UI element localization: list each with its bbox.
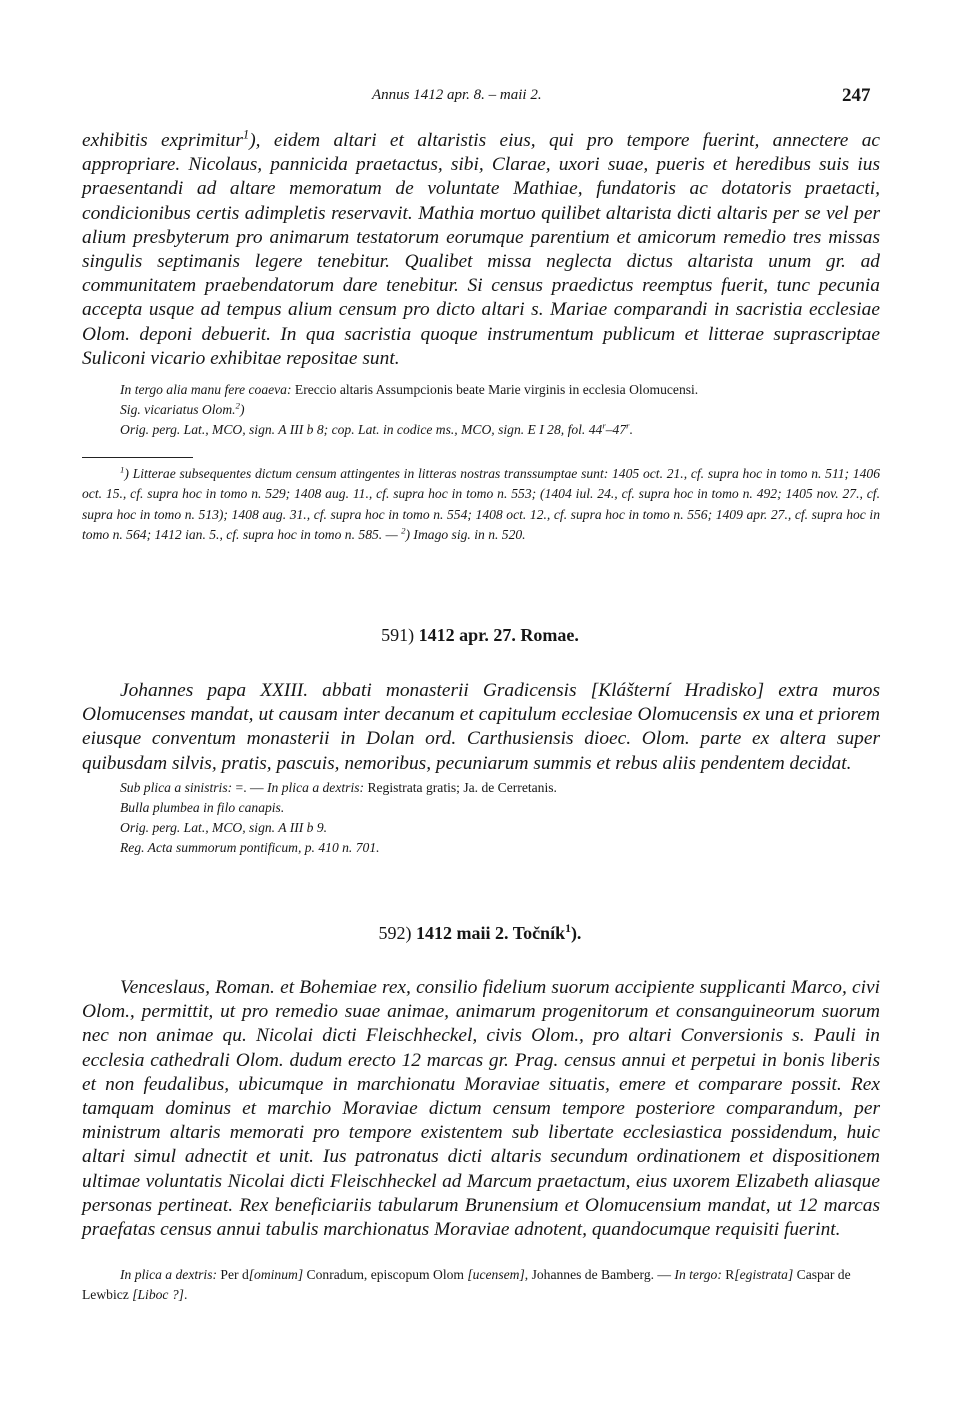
doc591-notes: [82, 778, 880, 858]
doc590-note-dorsal: In tergo alia manu fere coaeva: Ereccio altaris Assumpcionis beate Marie virginis in ecclesia Olomucensi.: [120, 382, 699, 397]
page-number: 247: [842, 85, 871, 106]
doc592-note-plica: In plica a dextris: Per d[ominum] Conradum, episcopum Olom [ucensem], Johannes de Bamberg. — In tergo: R[egistrata] Caspar de Lewbicz [Liboc ?].: [82, 1267, 851, 1302]
doc590-notes: [82, 380, 880, 440]
doc592-paragraph: Venceslaus, Roman. et Bohemiae rex, consilio fidelium suorum accipiente supplicanti Marco, civi Olom., permittit, ut pro remedio suae animae, animarum progenitorum et consanguineorum suorum nec non animae qu. Nicolai dicti Fleischheckel, civis Olom., pro altari Conversionis s. Pauli in ecclesia cathedrali Olom. dudum erecto 12 marcas gr. Prag. census annui et perpetui in bonis liberis et non feudalibus, ubicumque in marchionatu Moraviae situatis, emere et comparare possit. Rex tamquam dominus et marchio Moraviae dictum censum tempore posteriore comparandum, per ministrum altaris memorati pro tempore existentem sub libertate ecclesiastica possidendum, huic altari simul adnectit et unit. Ius patronatus dicti altaris secundum ordinationem et dispositionem ultimae voluntatis Nicolai dicti Fleischheckel ad Marcum praetactum, eius uxorem Elizabeth aliasque personas pertineat. Rex beneficiariis tabularum Brunensium et Olomucensium mandat, ut 12 marcas praefatas census annui tabulis marchionatus Moraviae adnotent, quandocumque requisiti fuerint.: [82, 977, 880, 1241]
doc592-text: [82, 976, 880, 1242]
doc591-note-plica: Sub plica a sinistris: =. — In plica a dextris: Registrata gratis; Ja. de Cerretanis.: [120, 780, 557, 795]
doc590-note-orig: Orig. perg. Lat., MCO, sign. A III b 8; cop. Lat. in codice ms., MCO, sign. E I 28, fol. 44$^r$–47$^r$.: [120, 420, 633, 437]
running-head: Annus 1412 apr. 8. – maii 2.: [372, 87, 542, 103]
doc591-heading: 591) 1412 apr. 27. Romae.: [381, 625, 579, 645]
doc590-paragraph: exhibitis exprimitur$^1$), eidem altari et altaristis eius, qui pro tempore fuerint, annectere ac appropriare. Nicolaus, pannicida praetactus, sibi, Clarae, uxori suae, pueris et heredibus suis ius praesentandi ad altare memoratum de voluntate Mathiae, fundatoris ac dotatoris praetacti, condicionibus certis adimpletis reservavit. Mathia mortuo quilibet altarista dicti altaris per se vel per alium presbyterum pro animarum testatorum eorumque parentium et amicorum remedio tres missas singulis septimanis legere tenebitur. Qualibet missa neglecta dictus altarista unum gr. ad communitatem praebendatorum dare tenebitur. Si census praedictus reemptus fuerit, tunc pecunia accepta usque ad tempus alium censum pro dicto altari s. Mariae comparandi in sacristia ecclesiae Olom. deponi debuerit. In qua sacristia quoque instrumentum publicum et litterae suprascriptae Suliconi vicario exhibitae repositae sunt.: [82, 127, 880, 369]
doc592-heading: 592) 1412 maii 2. Točník$^1$).: [378, 922, 582, 943]
doc590-text: [82, 129, 880, 371]
doc591-note-orig: Orig. perg. Lat., MCO, sign. A III b 9.: [120, 820, 328, 835]
footnote-rule: [82, 457, 193, 458]
doc592-notes: [82, 1265, 880, 1305]
doc591-paragraph: Johannes papa XXIII. abbati monasterii Gradicensis [Klášterní Hradisko] extra muros Olomucenses mandat, ut causam inter decanum et capitulum ecclesiae Olomucensis ex una et priorem eiusque conventum monasterii in Dolan ord. Carthusiensis dioec. Olom. parte ex altera super quibusdam silvis, pratis, pascuis, nemoribus, pecuniarum summis et rebus aliis pendentem decidat.: [82, 680, 880, 774]
doc591-text: [82, 679, 880, 776]
doc591-note-bulla: Bulla plumbea in filo canapis.: [120, 800, 285, 815]
doc590-footnotes: $^1$) Litterae subsequentes dictum censum attingentes in litteras nostras transsumptae sunt: 1405 oct. 21., cf. supra hoc in tomo n. 511; 1406 oct. 15., cf. supra hoc in tomo n. 529; 1408 aug. 11., cf. supra hoc in tomo n. 553; (1404 iul. 24., cf. supra hoc in tomo n. 492; 1405 nov. 27., cf. supra hoc in tomo n. 513); 1408 aug. 31., cf. supra hoc in tomo n. 554; 1408 oct. 12., cf. supra hoc in tomo n. 556; 1409 apr. 27., cf. supra hoc in tomo n. 564; 1412 ian. 5., cf. supra hoc in tomo n. 585. — $^2$) Imago sig. in n. 520.: [82, 464, 880, 543]
doc590-note-seal: Sig. vicariatus Olom.$^2$): [120, 400, 245, 417]
doc591-note-reg: Reg. Acta summorum pontificum, p. 410 n. 701.: [120, 840, 380, 855]
